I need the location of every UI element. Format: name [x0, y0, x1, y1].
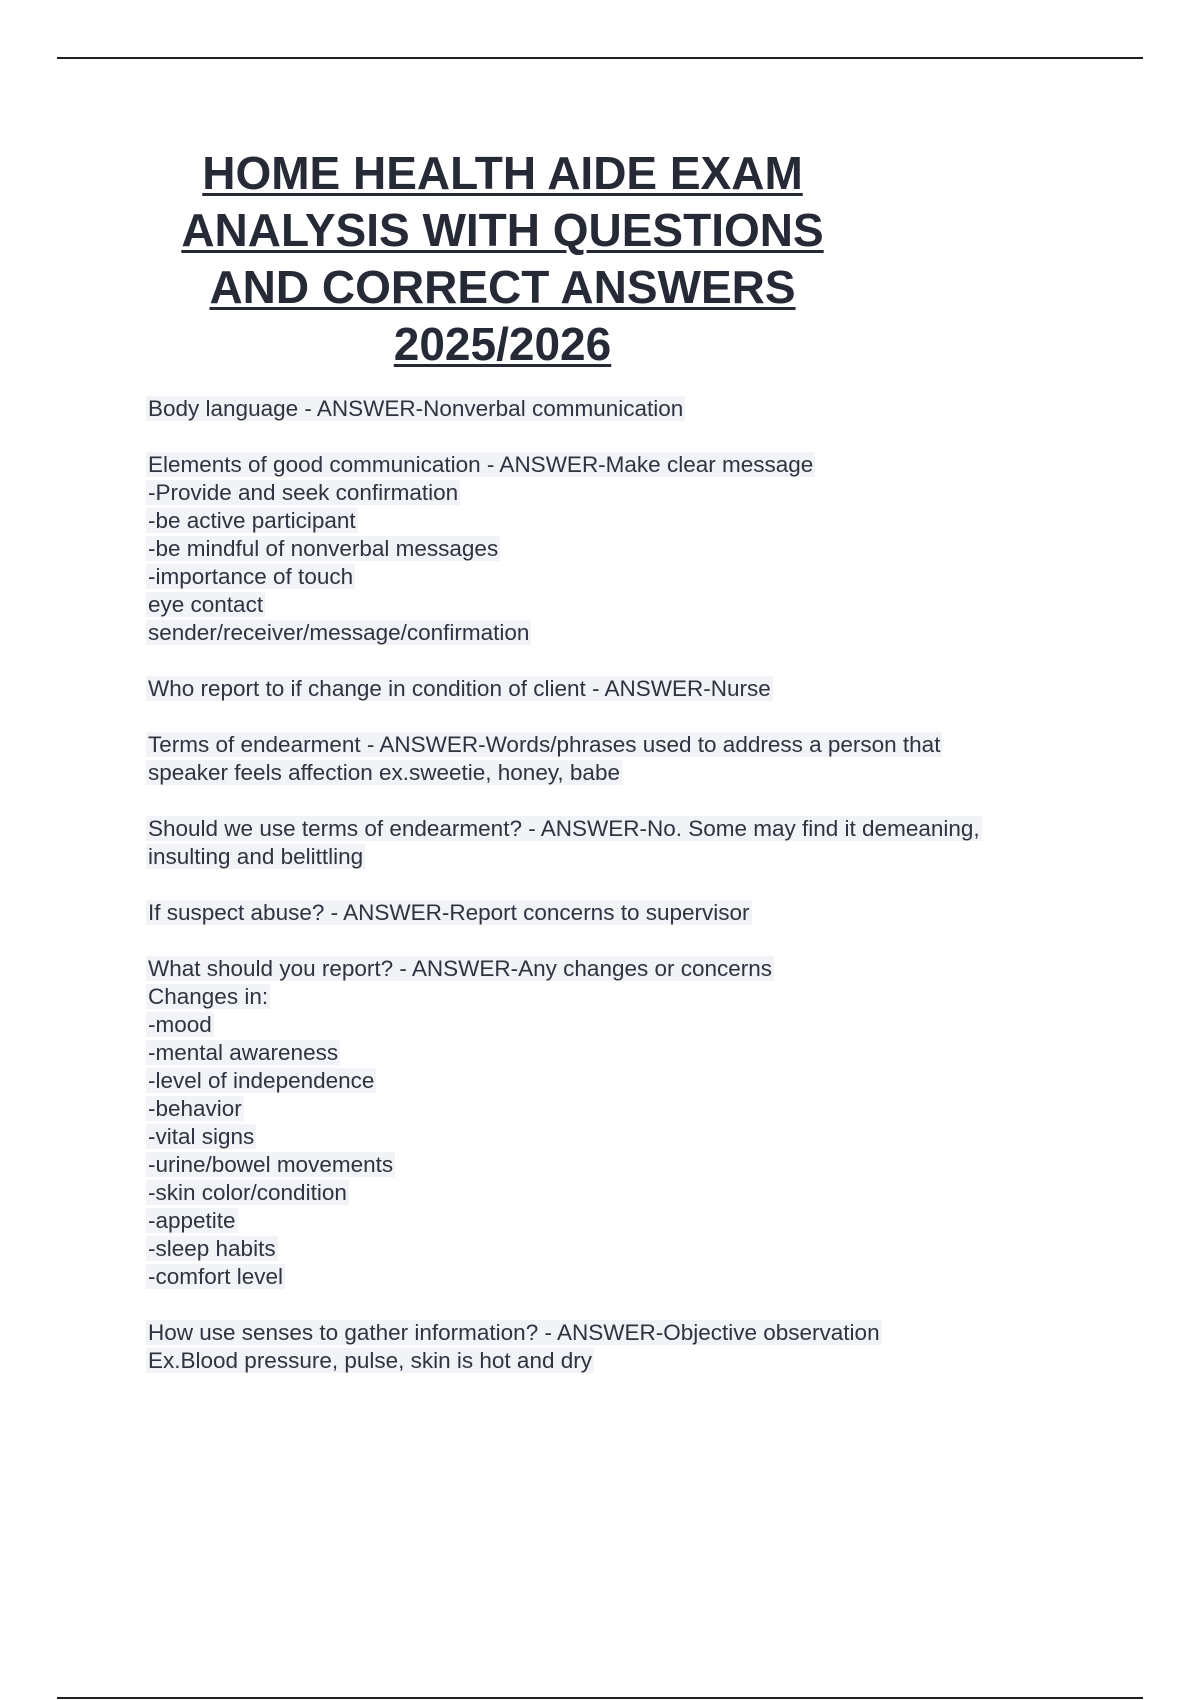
qa-entry [146, 675, 1096, 703]
qa-line: What should you report? - ANSWER-Any changes or concerns [148, 956, 773, 981]
qa-line: -vital signs [148, 1124, 255, 1149]
qa-entry [146, 899, 1096, 927]
qa-line: eye contact [148, 592, 264, 617]
qa-line: -be active participant [148, 508, 356, 533]
qa-line: How use senses to gather information? - ANSWER-Objective observation [148, 1320, 880, 1345]
qa-line: -urine/bowel movements [148, 1152, 394, 1177]
qa-line: sender/receiver/message/confirmation [148, 620, 530, 645]
qa-line: -appetite [148, 1208, 236, 1233]
title-line: 2025/2026 [393, 318, 612, 370]
qa-line: -comfort level [148, 1264, 284, 1289]
qa-line: -mental awareness [148, 1040, 339, 1065]
qa-line: insulting and belittling [148, 844, 364, 869]
qa-line: Should we use terms of endearment? - ANSWER-No. Some may find it demeaning, [148, 816, 980, 841]
qa-line: speaker feels affection ex.sweetie, honey, babe [148, 760, 620, 785]
qa-line: -Provide and seek confirmation [148, 480, 459, 505]
qa-line: -mood [148, 1012, 212, 1037]
qa-line: Changes in: [148, 984, 269, 1009]
qa-line: -behavior [148, 1096, 242, 1121]
title-line: ANALYSIS WITH QUESTIONS [181, 204, 824, 256]
title-line: AND CORRECT ANSWERS [209, 261, 796, 313]
qa-line: If suspect abuse? - ANSWER-Report concerns to supervisor [148, 900, 750, 925]
qa-entry [146, 1319, 1096, 1375]
qa-entry [146, 451, 1096, 647]
top-rule [57, 57, 1143, 59]
qa-entry [146, 395, 1096, 423]
qa-entry [146, 731, 1096, 787]
qa-line: -importance of touch [148, 564, 354, 589]
qa-line: Elements of good communication - ANSWER-Make clear message [148, 452, 814, 477]
qa-line: -be mindful of nonverbal messages [148, 536, 499, 561]
title-line: HOME HEALTH AIDE EXAM [202, 147, 803, 199]
qa-line: -sleep habits [148, 1236, 276, 1261]
qa-line: -skin color/condition [148, 1180, 347, 1205]
qa-line: Ex.Blood pressure, pulse, skin is hot and dry [148, 1348, 592, 1373]
qa-line: Who report to if change in condition of client - ANSWER-Nurse [148, 676, 771, 701]
qa-line: Body language - ANSWER-Nonverbal communication [148, 396, 684, 421]
qa-line: -level of independence [148, 1068, 375, 1093]
qa-line: Terms of endearment - ANSWER-Words/phrases used to address a person that [148, 732, 941, 757]
qa-entry [146, 815, 1096, 871]
bottom-rule [57, 1697, 1143, 1699]
qa-entry [146, 955, 1096, 1291]
document-title [145, 145, 860, 373]
qa-content [146, 395, 1096, 1403]
